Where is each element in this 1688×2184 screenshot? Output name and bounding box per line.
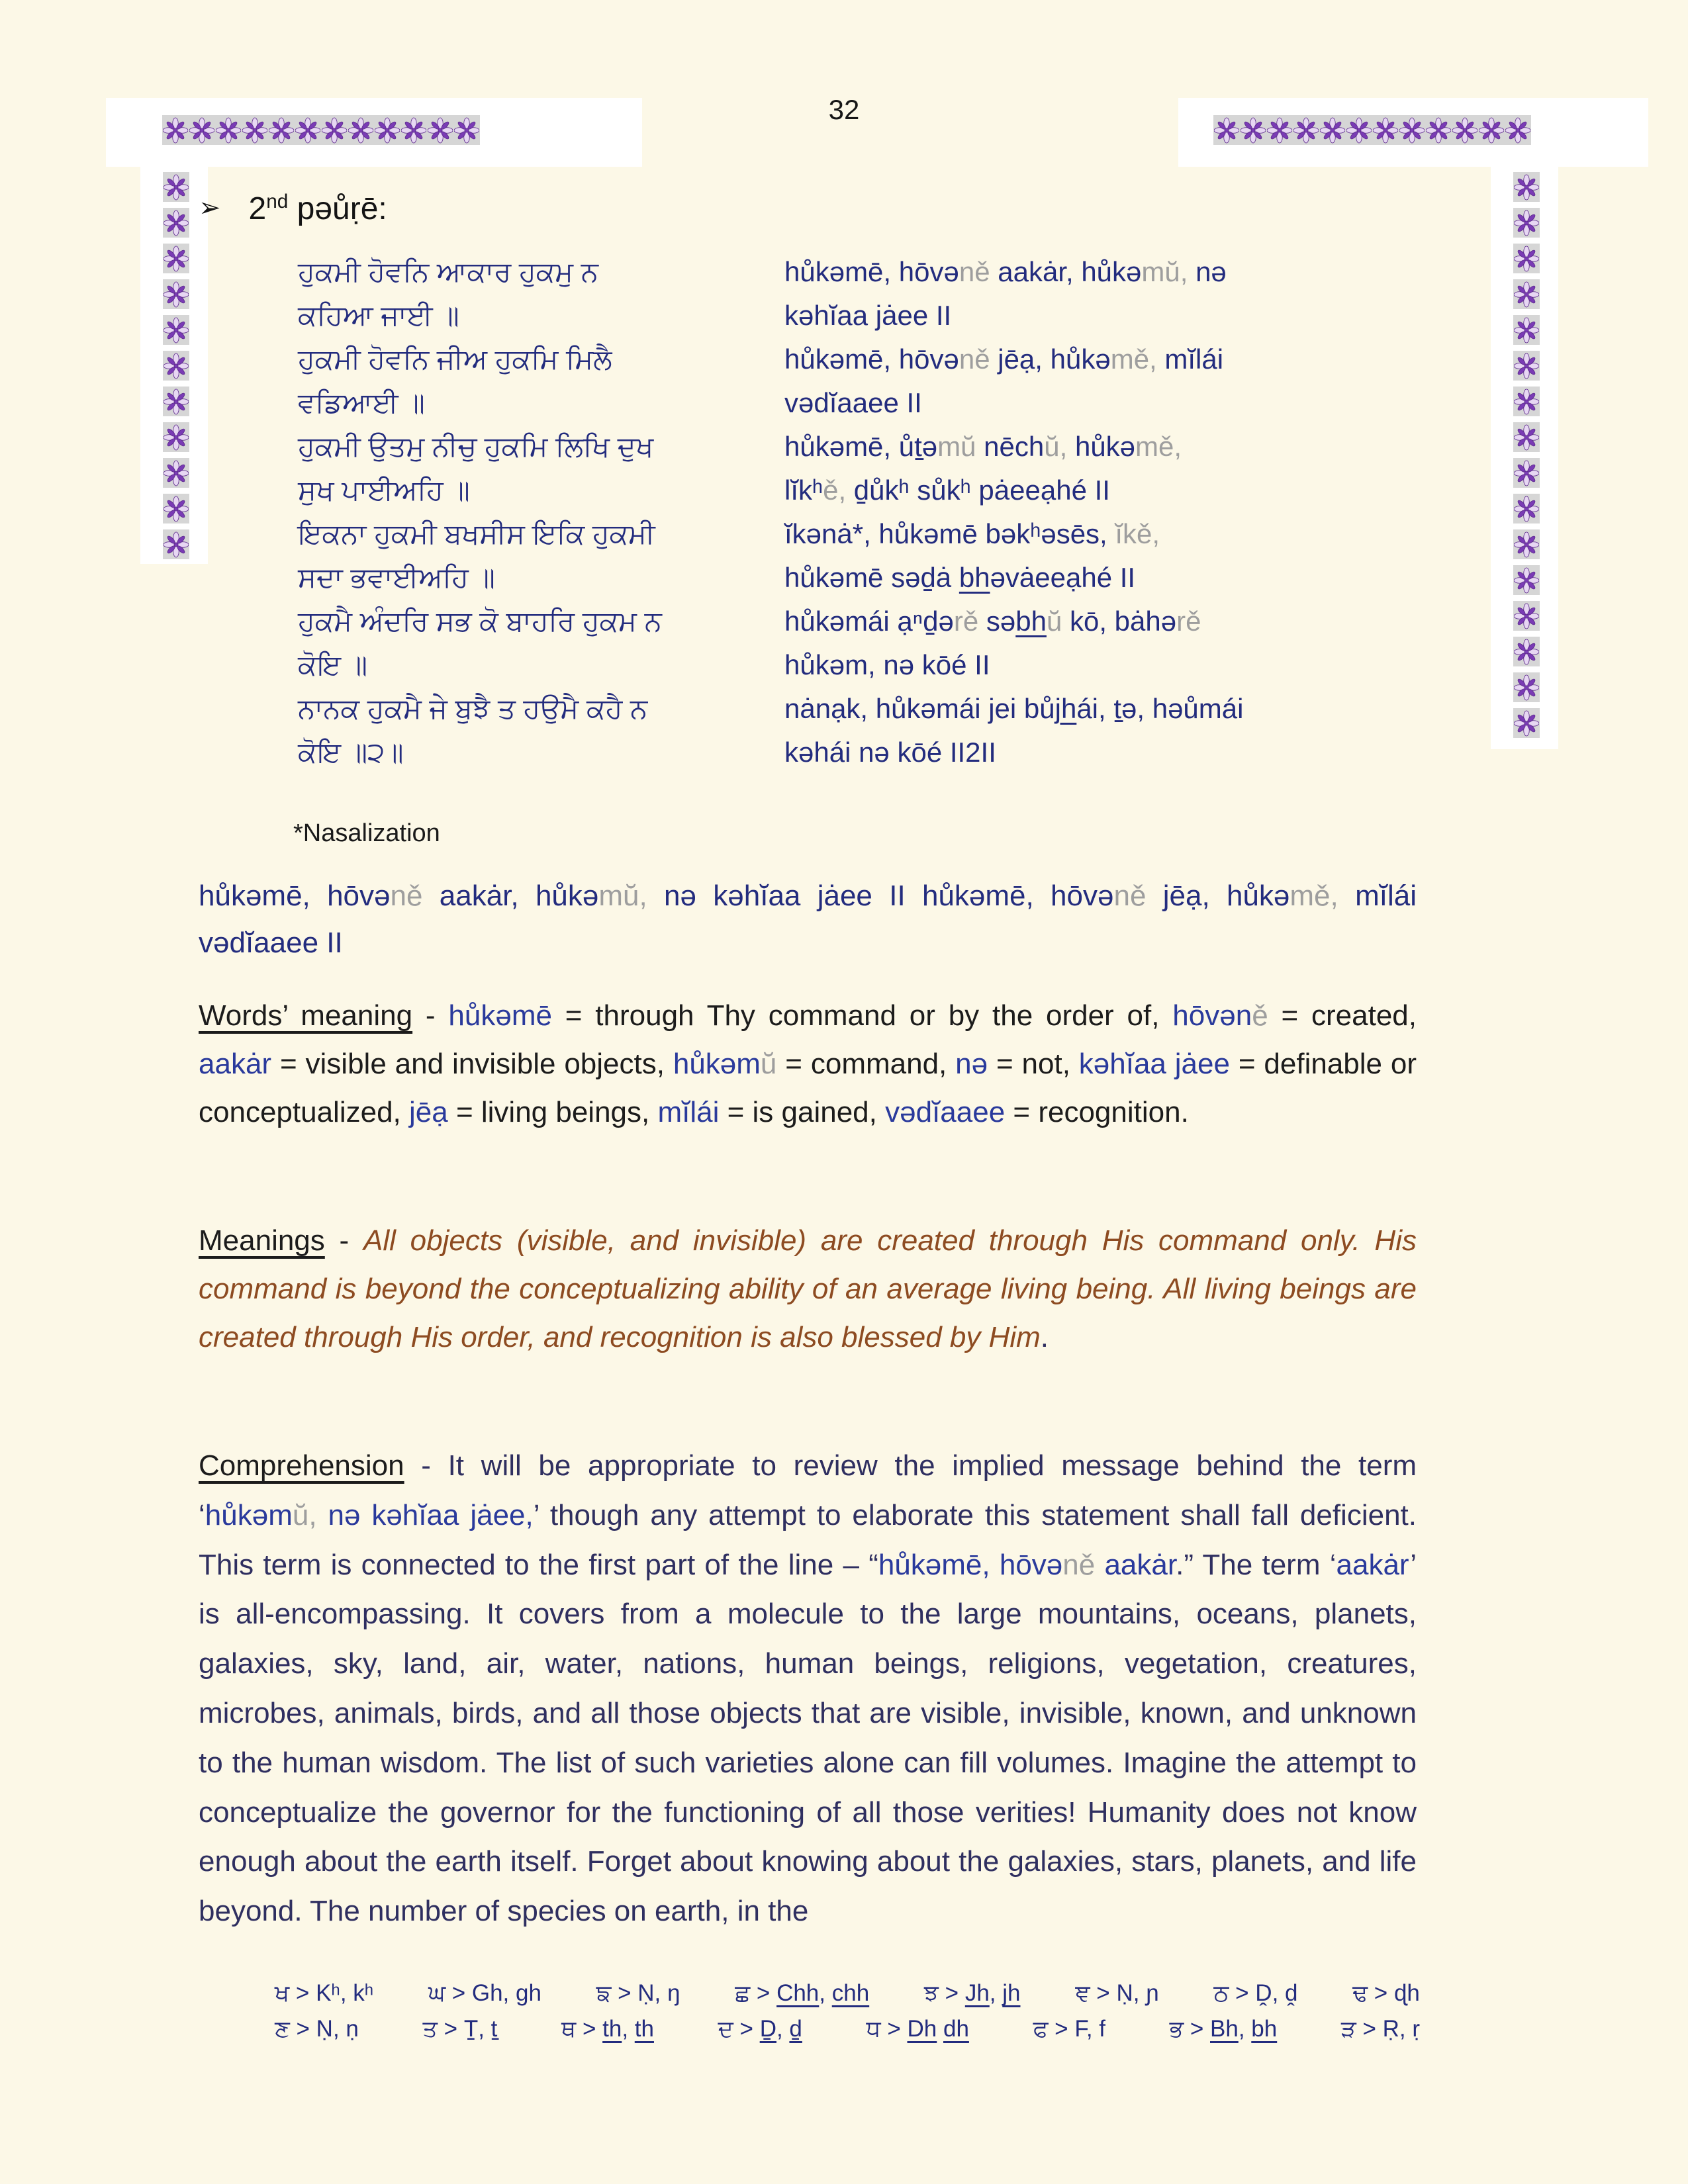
- pronunciation-key-entry: [718, 2016, 802, 2042]
- flower-ornament-icon: [1514, 209, 1539, 237]
- flower-ornament-icon: [164, 352, 189, 380]
- text-segment: jh: [1002, 1980, 1021, 2006]
- text-segment: ਘ > Gh, gh: [428, 1980, 541, 2006]
- flower-tile: [163, 279, 189, 309]
- text-segment: Comprehension: [199, 1449, 404, 1482]
- text-segment: ŭ: [1046, 606, 1062, 637]
- text-segment: bh: [1015, 606, 1047, 637]
- flower-tile: [1513, 172, 1540, 202]
- flower-tile: [1513, 529, 1540, 559]
- flower-tile: [163, 315, 189, 345]
- text-segment: Jh: [964, 1980, 990, 2006]
- gurmukhi-line: ਹੁਕਮੀ ਉਤਮੁ ਨੀਚੁ ਹੁਕਮਿ ਲਿਖਿ ਦੁਖ: [298, 431, 654, 462]
- text-segment: rě: [953, 606, 979, 637]
- flower-tile: [163, 172, 189, 202]
- text-segment: bh: [959, 562, 990, 593]
- heading-title: pəůṛē:: [288, 191, 387, 226]
- text-segment: bh: [1251, 2016, 1278, 2042]
- flower-tile: [1513, 637, 1540, 666]
- pronunciation-key-entry: [1075, 1980, 1158, 2007]
- flower-ornament-icon: [164, 245, 189, 273]
- text-segment: = visible and invisible objects,: [271, 1048, 673, 1081]
- text-segment: hůkəmē, hōvə: [878, 1548, 1063, 1581]
- text-segment: ĭkənȧ*, hůkəmē bəkʰəsēs,: [784, 518, 1115, 549]
- pronunciation-key-entry: [275, 2016, 359, 2042]
- text-segment: ਦ >: [718, 2016, 760, 2042]
- section-heading: [199, 191, 387, 227]
- text-segment: vədĭaaee: [885, 1096, 1006, 1129]
- text-segment: aakȧr: [1336, 1548, 1411, 1581]
- gurmukhi-line: ਵਡਿਆਈ ॥: [298, 387, 425, 418]
- text-segment: Dh: [907, 2016, 937, 2042]
- text-segment: nēch: [976, 431, 1045, 462]
- flower-ornament-icon: [164, 459, 189, 487]
- text-segment: ĭkě,: [1115, 518, 1160, 549]
- flower-tile: [1513, 565, 1540, 595]
- text-segment: = recognition.: [1005, 1096, 1189, 1129]
- pronunciation-key-entry: [1213, 1980, 1297, 2007]
- flower-border-right: [1513, 172, 1540, 738]
- text-segment: vədĭaaee II: [784, 387, 922, 418]
- text-segment: nȧnạk, hůkəmái jei bů: [784, 693, 1055, 724]
- text-segment: = not,: [988, 1048, 1079, 1081]
- text-segment: = living beings,: [447, 1096, 658, 1129]
- text-segment: -: [324, 1224, 363, 1257]
- flower-ornament-icon: [1514, 424, 1539, 451]
- flower-ornament-icon: [1514, 281, 1539, 308]
- text-segment: ’ though any attempt to elaborate this statement shall fall deficient. This term is connected to the first part of the line – “: [199, 1498, 1417, 1581]
- text-segment: mĭlái vədĭaaee II: [199, 880, 1417, 960]
- pronunciation-key-entry: [428, 1980, 541, 2007]
- text-segment: hůkəmē, ůt̠ə: [784, 431, 938, 462]
- text-segment: = is gained,: [719, 1096, 886, 1129]
- flower-ornament-icon: [164, 316, 189, 344]
- text-segment: hůkəmē, hōvə: [199, 880, 391, 912]
- text-segment: ਠ > Ḓ, ḓ: [1213, 1980, 1298, 2006]
- text-segment: ně: [390, 880, 423, 912]
- text-segment: mě,: [1110, 343, 1157, 375]
- gurmukhi-cell: [298, 250, 784, 338]
- text-segment: dh: [943, 2016, 969, 2042]
- flower-ornament-icon: [1514, 459, 1539, 487]
- flower-ornament-icon: [164, 424, 189, 451]
- meanings-paragraph: [199, 1216, 1417, 1361]
- text-segment: ně: [1113, 880, 1147, 912]
- flower-tile: [1513, 422, 1540, 452]
- flower-tile: [1513, 494, 1540, 523]
- text-segment: ਞ > Ṇ, ɲ: [1075, 1980, 1159, 2006]
- text-segment: ਝ >: [923, 1980, 965, 2006]
- text-segment: - It will be appropriate to review the implied message behind the term ‘: [199, 1449, 1417, 1531]
- verse-row: [298, 425, 1410, 512]
- text-segment: ਤ > T̠, t̠: [422, 2016, 498, 2042]
- flower-ornament-icon: [1514, 388, 1539, 416]
- flower-tile: [1513, 672, 1540, 702]
- text-segment: aakȧr, hůkə: [990, 256, 1142, 287]
- text-segment: hůkəm, nə kōé II: [784, 649, 990, 680]
- text-segment: All objects (visible, and invisible) are created through His command only. His command is beyond the conceptualizing ability of an average living being. All living beings are created through His order, and recognition is also blessed by Him: [199, 1224, 1417, 1354]
- gurmukhi-line: ਹੁਕਮੀ ਹੋਵਨਿ ਆਕਾਰ ਹੁਕਮੁ ਨ: [298, 256, 598, 287]
- text-segment: mŭ,: [1141, 256, 1188, 287]
- page-number: 32: [828, 94, 860, 125]
- flower-tile: [163, 494, 189, 523]
- text-segment: rě: [1176, 606, 1201, 637]
- transliteration-recap-paragraph: [199, 872, 1417, 967]
- words-meaning-paragraph: [199, 991, 1417, 1136]
- nasalization-note: *Nasalization: [293, 819, 440, 847]
- text-segment: ਖ > Kʰ, kʰ: [275, 1980, 374, 2006]
- text-segment: Meanings: [199, 1224, 325, 1257]
- text-segment: lĭkʰ: [784, 475, 823, 506]
- text-segment: jēạ: [409, 1096, 448, 1129]
- text-segment: hōvən: [1172, 999, 1252, 1032]
- text-segment: ,: [776, 2016, 790, 2042]
- pronunciation-key-entry: [1033, 2016, 1105, 2042]
- text-segment: kəhĭaa jȧee: [1078, 1048, 1230, 1081]
- text-segment: hůkəmē səd̠ȧ: [784, 562, 959, 593]
- text-segment: ně: [959, 343, 990, 375]
- flower-ornament-icon: [1514, 674, 1539, 702]
- text-segment: Words’ meaning: [199, 999, 413, 1032]
- flower-ornament-icon: [164, 173, 189, 201]
- gurmukhi-cell: [298, 512, 784, 600]
- text-segment: ,: [1238, 2016, 1252, 2042]
- text-segment: ái, t̠ə, həůmái: [1076, 693, 1244, 724]
- flower-tile: [1513, 244, 1540, 273]
- text-segment: -: [412, 999, 449, 1032]
- gurmukhi-line: ਨਾਨਕ ਹੁਕਮੈ ਜੇ ਬੁਝੈ ਤ ਹਉਮੈ ਕਹੈ ਨ: [298, 693, 648, 724]
- gurmukhi-line: ਕੋਇ ॥: [298, 649, 368, 680]
- text-segment: hůkə: [1067, 431, 1136, 462]
- text-segment: jēạ, hůkə: [990, 343, 1111, 375]
- comprehension-paragraph: [199, 1441, 1417, 1936]
- text-segment: = command,: [776, 1048, 956, 1081]
- flower-tile: [1513, 279, 1540, 309]
- pronunciation-key-entry: [1352, 1980, 1420, 2007]
- text-segment: ně: [959, 256, 990, 287]
- gurmukhi-cell: [298, 425, 784, 512]
- text-segment: mĭlái: [1156, 343, 1224, 375]
- text-segment: hůkəm: [205, 1498, 293, 1531]
- gurmukhi-line: ਸਦਾ ਭਵਾਈਅਹਿ ॥: [298, 562, 495, 593]
- flower-ornament-icon: [164, 495, 189, 523]
- flower-tile: [163, 529, 189, 559]
- gurmukhi-cell: [298, 338, 784, 425]
- text-segment: th: [634, 2016, 654, 2042]
- text-segment: Chh: [776, 1980, 820, 2006]
- transliteration-cell: [784, 687, 1380, 774]
- pronunciation-key-entry: [867, 2016, 969, 2042]
- transliteration-cell: [784, 512, 1380, 600]
- text-segment: ně: [1062, 1548, 1096, 1581]
- flower-ornament-icon: [164, 531, 189, 559]
- text-segment: [937, 2016, 943, 2042]
- text-segment: .: [1040, 1321, 1049, 1354]
- text-segment: D̠: [759, 2016, 776, 2042]
- flower-ornament-icon: [1514, 709, 1539, 737]
- text-segment: ਧ >: [866, 2016, 908, 2042]
- text-segment: hůkəmē: [448, 999, 552, 1032]
- flower-tile: [1513, 458, 1540, 488]
- text-segment: ਙ > Ṇ, ŋ: [596, 1980, 680, 2006]
- text-segment: kō, bȧhə: [1062, 606, 1177, 637]
- verse-row: [298, 250, 1410, 338]
- pronunciation-key-entry: [423, 2016, 498, 2042]
- text-segment: ŭ,: [292, 1498, 328, 1531]
- gurmukhi-line: ਇਕਨਾ ਹੁਕਮੀ ਬਖਸੀਸ ਇਕਿ ਹੁਕਮੀ: [298, 518, 655, 549]
- text-segment: ਭ >: [1169, 2016, 1210, 2042]
- gurmukhi-line: ਹੁਕਮੈ ਅੰਦਰਿ ਸਭ ਕੋ ਬਾਹਰਿ ਹੁਕਮ ਨ: [298, 606, 662, 637]
- text-segment: ੜ > Ṛ, ṛ: [1340, 2016, 1420, 2042]
- text-segment: hůkəm: [673, 1048, 761, 1081]
- flower-ornament-icon: [1514, 567, 1539, 594]
- text-segment: d̠: [789, 2016, 802, 2042]
- text-segment: ਛ >: [735, 1980, 777, 2006]
- flower-tile: [1513, 601, 1540, 631]
- verse-row: [298, 600, 1410, 687]
- text-segment: ě: [1252, 999, 1268, 1032]
- flower-tile: [163, 458, 189, 488]
- text-segment: d̠ůkʰ sůkʰ pȧeeạhé II: [846, 475, 1110, 506]
- text-segment: nə: [1188, 256, 1227, 287]
- text-segment: sə: [978, 606, 1016, 637]
- text-segment: kəhái nə kōé II2II: [784, 737, 996, 768]
- gurmukhi-cell: [298, 600, 784, 687]
- gurmukhi-line: ਸੁਖ ਪਾਈਅਹਿ ॥: [298, 475, 470, 506]
- pronunciation-key-row-2: [275, 2016, 1420, 2042]
- flower-tile: [163, 244, 189, 273]
- flower-ornament-icon: [1514, 495, 1539, 523]
- flower-ornament-icon: [164, 209, 189, 237]
- text-segment: mĭlái: [657, 1096, 720, 1129]
- text-segment: mŭ,: [598, 880, 647, 912]
- text-segment: Bh: [1210, 2016, 1239, 2042]
- pronunciation-key-entry: [735, 1980, 869, 2007]
- pronunciation-key-entry: [561, 2016, 654, 2042]
- flower-tile: [1513, 351, 1540, 381]
- text-segment: ਫ > F, f: [1033, 2016, 1105, 2042]
- text-segment: mě,: [1135, 431, 1182, 462]
- text-segment: ’ is all-encompassing. It covers from a molecule to the large mountains, oceans, planets, galaxies, sky, land, air, water, nations, human beings, religions, vegetation, creatures, microbes, animals, birds, and all those objects that are visible, invisible, known, and unknown to the human wisdom. The list of such varieties alone can fill volumes. Imagine the attempt to conceptualize the governor for the functioning of all those verities! Humanity does not know enough about the earth itself. Forget about knowing about the galaxies, stars, planets, and life beyond. The number of species on earth, in the: [199, 1548, 1417, 1928]
- text-segment: ě,: [823, 475, 847, 506]
- text-segment: th: [602, 2016, 622, 2042]
- text-segment: hůkəmái ạⁿd̠ə: [784, 606, 954, 637]
- text-segment: aakȧr, hůkə: [422, 880, 599, 912]
- flower-ornament-icon: [1514, 602, 1539, 630]
- text-segment: nə kəhĭaa jȧee II hůkəmē, hōvə: [647, 880, 1114, 912]
- text-segment: = created,: [1268, 999, 1417, 1032]
- text-segment: əvȧeeạhé II: [990, 562, 1136, 593]
- transliteration-cell: [784, 425, 1380, 512]
- text-segment: = through Thy command or by the order of,: [551, 999, 1173, 1032]
- flower-ornament-icon: [1514, 316, 1539, 344]
- text-segment: ŭ: [760, 1048, 777, 1081]
- flower-tile: [163, 208, 189, 238]
- text-segment: hůkəmē, hōvə: [784, 256, 959, 287]
- text-segment: mě,: [1289, 880, 1338, 912]
- text-segment: ਣ > Ṇ, ṇ: [275, 2016, 359, 2042]
- text-segment: jh: [1055, 693, 1077, 724]
- flower-ornament-icon: [1514, 531, 1539, 559]
- gurmukhi-line: ਕਹਿਆ ਜਾਈ ॥: [298, 300, 459, 331]
- flower-tile: [163, 387, 189, 416]
- verse-row: [298, 687, 1410, 774]
- flower-tile: [163, 351, 189, 381]
- gurmukhi-line: ਕੋਇ ॥੨॥: [298, 737, 404, 768]
- text-segment: nə kəhĭaa jȧee,: [328, 1498, 534, 1531]
- flower-tile: [1513, 708, 1540, 738]
- transliteration-cell: [784, 250, 1380, 338]
- pronunciation-key-entry: [275, 1980, 373, 2007]
- text-segment: = definable or conceptualized,: [199, 1048, 1417, 1129]
- text-segment: ਢ > ɖh: [1352, 1980, 1420, 2006]
- pronunciation-key-entry: [1341, 2016, 1420, 2042]
- text-segment: ,: [989, 1980, 1003, 2006]
- verse-row: [298, 512, 1410, 600]
- text-segment: hůkəmē, hōvə: [784, 343, 959, 375]
- heading-ordinal-suffix: nd: [266, 191, 289, 212]
- heading-ordinal: 2: [248, 191, 267, 226]
- text-segment: jēạ, hůkə: [1146, 880, 1290, 912]
- text-segment: chh: [831, 1980, 870, 2006]
- pronunciation-key: [275, 1980, 1420, 2052]
- flower-ornament-icon: [1514, 245, 1539, 273]
- gurmukhi-cell: [298, 687, 784, 774]
- flower-ornament-icon: [164, 281, 189, 308]
- verse-row: [298, 338, 1410, 425]
- flower-tile: [163, 422, 189, 452]
- pronunciation-key-entry: [924, 1980, 1021, 2007]
- text-segment: aakȧr: [199, 1048, 272, 1081]
- transliteration-cell: [784, 600, 1380, 687]
- pronunciation-key-entry: [1170, 2016, 1278, 2042]
- flower-tile: [1513, 208, 1540, 238]
- flower-ornament-icon: [164, 388, 189, 416]
- text-segment: .” The term ‘: [1176, 1548, 1336, 1581]
- transliteration-cell: [784, 338, 1380, 425]
- flower-tile: [1513, 315, 1540, 345]
- arrow-bullet-icon: ➢: [199, 193, 221, 222]
- text-segment: ,: [622, 2016, 635, 2042]
- pronunciation-key-row-1: [275, 1980, 1420, 2007]
- gurmukhi-line: ਹੁਕਮੀ ਹੋਵਨਿ ਜੀਅ ਹੁਕਮਿ ਮਿਲੈ: [298, 343, 612, 375]
- flower-ornament-icon: [1514, 173, 1539, 201]
- flower-ornament-icon: [1514, 352, 1539, 380]
- flower-border-left: [163, 172, 189, 559]
- text-segment: aakȧr: [1095, 1548, 1176, 1581]
- text-segment: kəhĭaa jȧee II: [784, 300, 952, 331]
- verse-block: [298, 250, 1410, 774]
- text-segment: ,: [819, 1980, 832, 2006]
- text-segment: ŭ,: [1044, 431, 1068, 462]
- text-segment: ਥ >: [561, 2016, 603, 2042]
- text-segment: mŭ: [937, 431, 976, 462]
- text-segment: nə: [955, 1048, 988, 1081]
- flower-ornament-icon: [1514, 638, 1539, 666]
- flower-tile: [1513, 387, 1540, 416]
- pronunciation-key-entry: [596, 1980, 680, 2007]
